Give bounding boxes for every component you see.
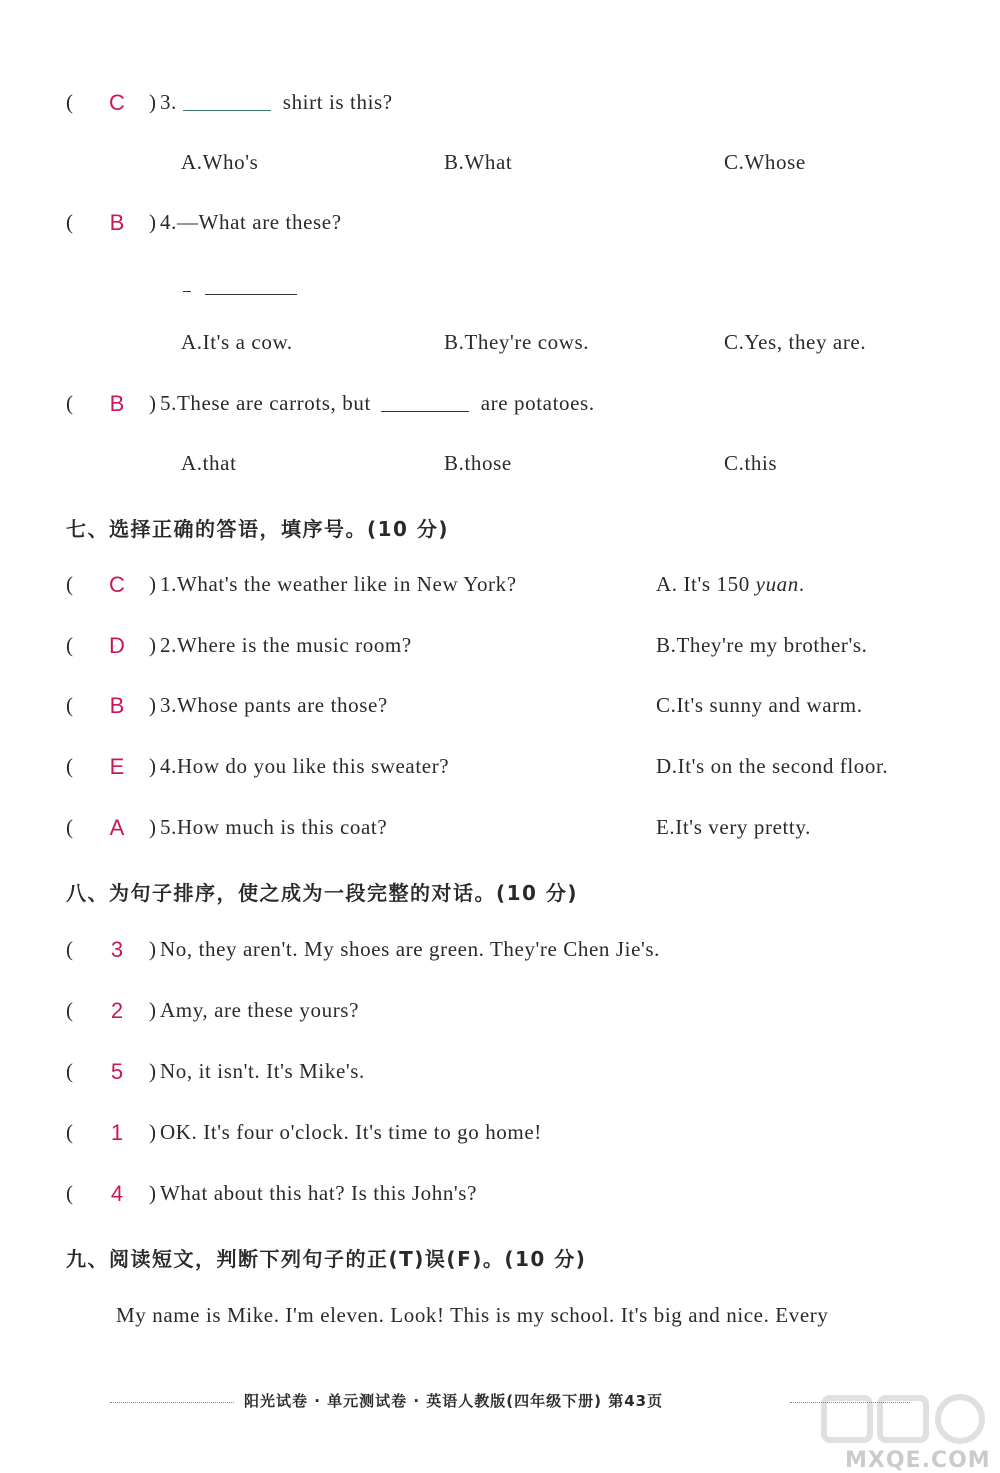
answer-paren-close: ) <box>149 1059 156 1083</box>
option-c: C.this <box>724 451 778 475</box>
answer-mark: B <box>109 391 125 416</box>
answer-blank <box>183 110 271 111</box>
footer-text: 阳光试卷 · 单元测试卷 · 英语人教版(四年级下册) 第43页 <box>244 1392 664 1410</box>
section-8-item <box>0 998 1000 1038</box>
section-7-item-2 <box>0 633 1000 673</box>
section-7-item-1 <box>0 572 1000 612</box>
question-text: 1.What's the weather like in New York? <box>160 572 517 596</box>
sentence-text: No, they aren't. My shoes are green. They're Chen Jie's. <box>160 937 661 961</box>
answer-mark: 2 <box>110 998 124 1023</box>
answer-paren-close: ) <box>149 1120 156 1144</box>
section-8-item <box>0 1181 1000 1221</box>
answer-mark: E <box>109 754 125 779</box>
answer-mark: 3 <box>110 937 124 962</box>
q6-item-3 <box>0 90 1000 130</box>
question-text: 3.Whose pants are those? <box>160 693 388 717</box>
choice-b: B.They're my brother's. <box>656 633 868 657</box>
question-text: 4.How do you like this sweater? <box>160 754 450 778</box>
watermark-text: MXQE.COM <box>845 1448 991 1473</box>
choice-c: C.It's sunny and warm. <box>656 693 863 717</box>
answer-paren-open: ( <box>66 210 73 234</box>
question-text: 4.—What are these? <box>160 210 342 234</box>
answer-mark: A <box>109 815 125 840</box>
answer-paren-open: ( <box>66 572 73 596</box>
answer-paren-open: ( <box>66 1120 73 1144</box>
option-a: A.Who's <box>181 150 259 174</box>
q6-item-4-options <box>0 330 1000 370</box>
answer-mark: 4 <box>110 1181 124 1206</box>
answer-mark: D <box>109 633 125 658</box>
answer-mark: B <box>109 693 125 718</box>
option-b: B.What <box>444 150 513 174</box>
answer-mark: C <box>109 90 125 115</box>
option-a: A.that <box>181 451 237 475</box>
answer-paren-open: ( <box>66 633 73 657</box>
answer-mark: 5 <box>110 1059 124 1084</box>
question-text: 5.How much is this coat? <box>160 815 388 839</box>
section-8-title: 八、为句子排序，使之成为一段完整的对话。(10 分) <box>66 881 579 905</box>
answer-paren-open: ( <box>66 998 73 1022</box>
answer-paren-open: ( <box>66 815 73 839</box>
answer-paren-close: ) <box>149 693 156 717</box>
answer-paren-close: ) <box>149 391 156 415</box>
answer-paren-open: ( <box>66 391 73 415</box>
sentence-text: What about this hat? Is this John's? <box>160 1181 478 1205</box>
sentence-text: OK. It's four o'clock. It's time to go home! <box>160 1120 542 1144</box>
reply-blank <box>205 294 297 295</box>
sentence-text: No, it isn't. It's Mike's. <box>160 1059 365 1083</box>
answer-paren-open: ( <box>66 1059 73 1083</box>
answer-paren-close: ) <box>149 815 156 839</box>
sentence-text: Amy, are these yours? <box>160 998 360 1022</box>
footer-divider-left <box>110 1402 234 1403</box>
choice-e: E.It's very pretty. <box>656 815 811 839</box>
section-7-item-4 <box>0 754 1000 794</box>
section-9-title: 九、阅读短文，判断下列句子的正(T)误(F)。(10 分) <box>66 1247 587 1271</box>
answer-paren-close: ) <box>149 937 156 961</box>
answer-paren-close: ) <box>149 633 156 657</box>
answer-paren-close: ) <box>149 90 156 114</box>
q6-item-5 <box>0 391 1000 431</box>
section-7-item-3 <box>0 693 1000 733</box>
answer-paren-open: ( <box>66 1181 73 1205</box>
q6-item-4 <box>0 210 1000 250</box>
section-7-item-5 <box>0 815 1000 855</box>
answer-paren-close: ) <box>149 754 156 778</box>
option-c: C.Whose <box>724 150 806 174</box>
option-a: A.It's a cow. <box>181 330 293 354</box>
answer-paren-open: ( <box>66 754 73 778</box>
question-text: 3. shirt is this? <box>160 90 393 114</box>
answer-mark: C <box>109 572 125 597</box>
answer-mark: 1 <box>110 1120 124 1145</box>
question-text: 5.These are carrots, but are potatoes. <box>160 391 595 415</box>
option-b: B.those <box>444 451 512 475</box>
question-text: 2.Where is the music room? <box>160 633 412 657</box>
reply-dash <box>183 291 191 292</box>
choice-a: A. It's 150 yuan. <box>656 572 805 596</box>
answer-paren-close: ) <box>149 998 156 1022</box>
answer-paren-open: ( <box>66 937 73 961</box>
reading-passage: My name is Mike. I'm eleven. Look! This is my school. It's big and nice. Every <box>116 1303 829 1327</box>
section-8-item <box>0 1059 1000 1099</box>
answer-blank <box>381 411 469 412</box>
q6-item-5-options <box>0 451 1000 491</box>
answer-paren-open: ( <box>66 90 73 114</box>
answer-paren-open: ( <box>66 693 73 717</box>
option-c: C.Yes, they are. <box>724 330 867 354</box>
choice-d: D.It's on the second floor. <box>656 754 889 778</box>
answer-mark: B <box>109 210 125 235</box>
answer-paren-close: ) <box>149 210 156 234</box>
answer-paren-close: ) <box>149 1181 156 1205</box>
answer-paren-close: ) <box>149 572 156 596</box>
section-8-item <box>0 1120 1000 1160</box>
q6-item-3-options <box>0 150 1000 190</box>
section-7-title: 七、选择正确的答语，填序号。(10 分) <box>66 517 450 541</box>
option-b: B.They're cows. <box>444 330 590 354</box>
section-8-item <box>0 937 1000 977</box>
